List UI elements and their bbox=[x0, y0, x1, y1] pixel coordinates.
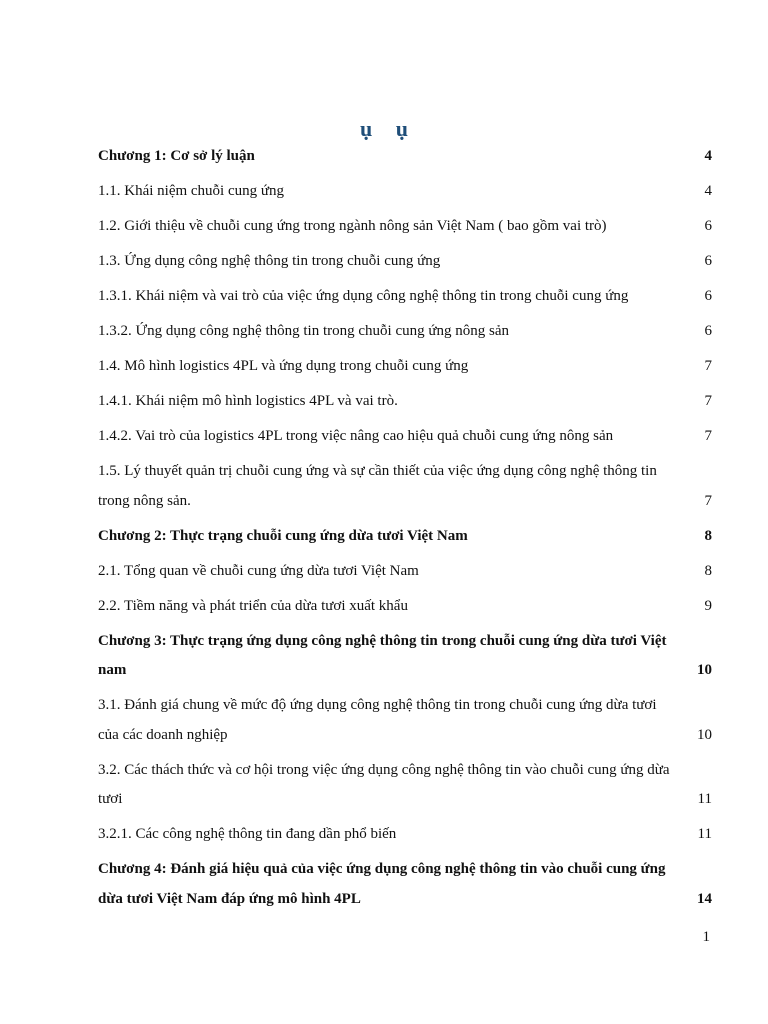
toc-entry-3-2-1[interactable] bbox=[98, 820, 712, 850]
toc-entry-text-line-2: dừa tươi Việt Nam đáp ứng mô hình 4PL bbox=[98, 890, 361, 907]
toc-entry-text-line-1: 3.2. Các thách thức và cơ hội trong việc ứng dụng công nghệ thông tin vào chuỗi cung ứng dừa bbox=[98, 761, 670, 778]
toc-entry-3-2[interactable] bbox=[98, 756, 712, 815]
toc-entry-page: 7 bbox=[704, 428, 712, 444]
toc-entry-text-line-1: Chương 3: Thực trạng ứng dụng công nghệ thông tin trong chuỗi cung ứng dừa tươi Việt bbox=[98, 632, 667, 649]
toc-entry-text: Chương 1: Cơ sở lý luận bbox=[98, 148, 255, 164]
toc-entry-text: 2.2. Tiềm năng và phát triển của dừa tươi xuất khẩu bbox=[98, 597, 408, 614]
page-number: 1 bbox=[702, 929, 710, 945]
toc-entry-1-4-2[interactable] bbox=[98, 422, 712, 452]
toc-entry-text: 1.3.2. Ứng dụng công nghệ thông tin trong chuỗi cung ứng nông sản bbox=[98, 323, 509, 339]
toc-entry-page: 6 bbox=[704, 288, 712, 304]
toc-entry-1-2[interactable] bbox=[98, 212, 712, 242]
toc-entry-page: 11 bbox=[697, 791, 712, 807]
toc-entry-text: 1.4.2. Vai trò của logistics 4PL trong việc nâng cao hiệu quả chuỗi cung ứng nông sản bbox=[98, 428, 614, 444]
toc-entry-text: 1.4. Mô hình logistics 4PL và ứng dụng trong chuỗi cung ứng bbox=[98, 358, 469, 374]
toc-entry-chapter-3[interactable] bbox=[98, 627, 712, 686]
table-of-contents bbox=[98, 142, 712, 920]
toc-entry-page: 6 bbox=[704, 253, 712, 269]
toc-entry-1-4[interactable] bbox=[98, 352, 712, 382]
toc-entry-page: 14 bbox=[697, 890, 712, 907]
toc-entry-chapter-4[interactable] bbox=[98, 855, 712, 914]
toc-title: ụ ụ bbox=[360, 116, 408, 141]
toc-entry-page: 9 bbox=[704, 597, 712, 614]
toc-entry-2-2[interactable] bbox=[98, 592, 712, 622]
toc-entry-page: 8 bbox=[704, 527, 712, 544]
toc-entry-text: 3.2.1. Các công nghệ thông tin đang dần phổ biến bbox=[98, 826, 397, 842]
toc-entry-page: 7 bbox=[704, 492, 712, 509]
toc-entry-page: 6 bbox=[704, 218, 712, 234]
toc-entry-1-1[interactable] bbox=[98, 177, 712, 207]
toc-entry-text-line-1: Chương 4: Đánh giá hiệu quả của việc ứng dụng công nghệ thông tin vào chuỗi cung ứng bbox=[98, 861, 666, 877]
toc-entry-chapter-2[interactable] bbox=[98, 522, 712, 552]
toc-entry-page: 8 bbox=[704, 562, 712, 579]
toc-entry-text-line-2: nam bbox=[98, 662, 127, 678]
toc-entry-page: 7 bbox=[704, 358, 712, 374]
toc-entry-text-line-2: của các doanh nghiệp bbox=[98, 726, 228, 743]
toc-entry-text: 2.1. Tổng quan về chuỗi cung ứng dừa tươi Việt Nam bbox=[98, 562, 419, 579]
toc-entry-text-line-2: tươi bbox=[98, 791, 123, 807]
toc-entry-page: 7 bbox=[704, 393, 712, 409]
toc-entry-page: 10 bbox=[697, 726, 712, 743]
toc-entry-text: 1.2. Giới thiệu về chuỗi cung ứng trong ngành nông sản Việt Nam ( bao gồm vai trò) bbox=[98, 218, 607, 234]
toc-entry-1-3-2[interactable] bbox=[98, 317, 712, 347]
toc-entry-text: 1.4.1. Khái niệm mô hình logistics 4PL và vai trò. bbox=[98, 393, 398, 409]
toc-entry-3-1[interactable] bbox=[98, 691, 712, 750]
toc-entry-1-5[interactable] bbox=[98, 457, 712, 516]
toc-entry-2-1[interactable] bbox=[98, 557, 712, 587]
toc-entry-text: 1.1. Khái niệm chuỗi cung ứng bbox=[98, 183, 285, 199]
toc-entry-1-3[interactable] bbox=[98, 247, 712, 277]
toc-entry-text-line-1: 3.1. Đánh giá chung về mức độ ứng dụng công nghệ thông tin trong chuỗi cung ứng dừa tươi bbox=[98, 697, 657, 713]
toc-entry-1-4-1[interactable] bbox=[98, 387, 712, 417]
toc-entry-text-line-2: trong nông sản. bbox=[98, 492, 191, 509]
toc-entry-page: 11 bbox=[697, 826, 712, 842]
toc-entry-chapter-1[interactable] bbox=[98, 142, 712, 172]
toc-entry-page: 4 bbox=[704, 183, 712, 199]
toc-entry-text: 1.3.1. Khái niệm và vai trò của việc ứng dụng công nghệ thông tin trong chuỗi cung ứng bbox=[98, 288, 629, 304]
toc-entry-text: 1.3. Ứng dụng công nghệ thông tin trong chuỗi cung ứng bbox=[98, 253, 441, 269]
toc-entry-text: Chương 2: Thực trạng chuỗi cung ứng dừa tươi Việt Nam bbox=[98, 527, 468, 544]
toc-entry-page: 6 bbox=[704, 323, 712, 339]
toc-entry-text-line-1: 1.5. Lý thuyết quản trị chuỗi cung ứng và sự cần thiết của việc ứng dụng công nghệ thông tin bbox=[98, 463, 657, 479]
toc-entry-page: 10 bbox=[697, 662, 712, 678]
toc-entry-page: 4 bbox=[704, 148, 712, 164]
toc-entry-1-3-1[interactable] bbox=[98, 282, 712, 312]
